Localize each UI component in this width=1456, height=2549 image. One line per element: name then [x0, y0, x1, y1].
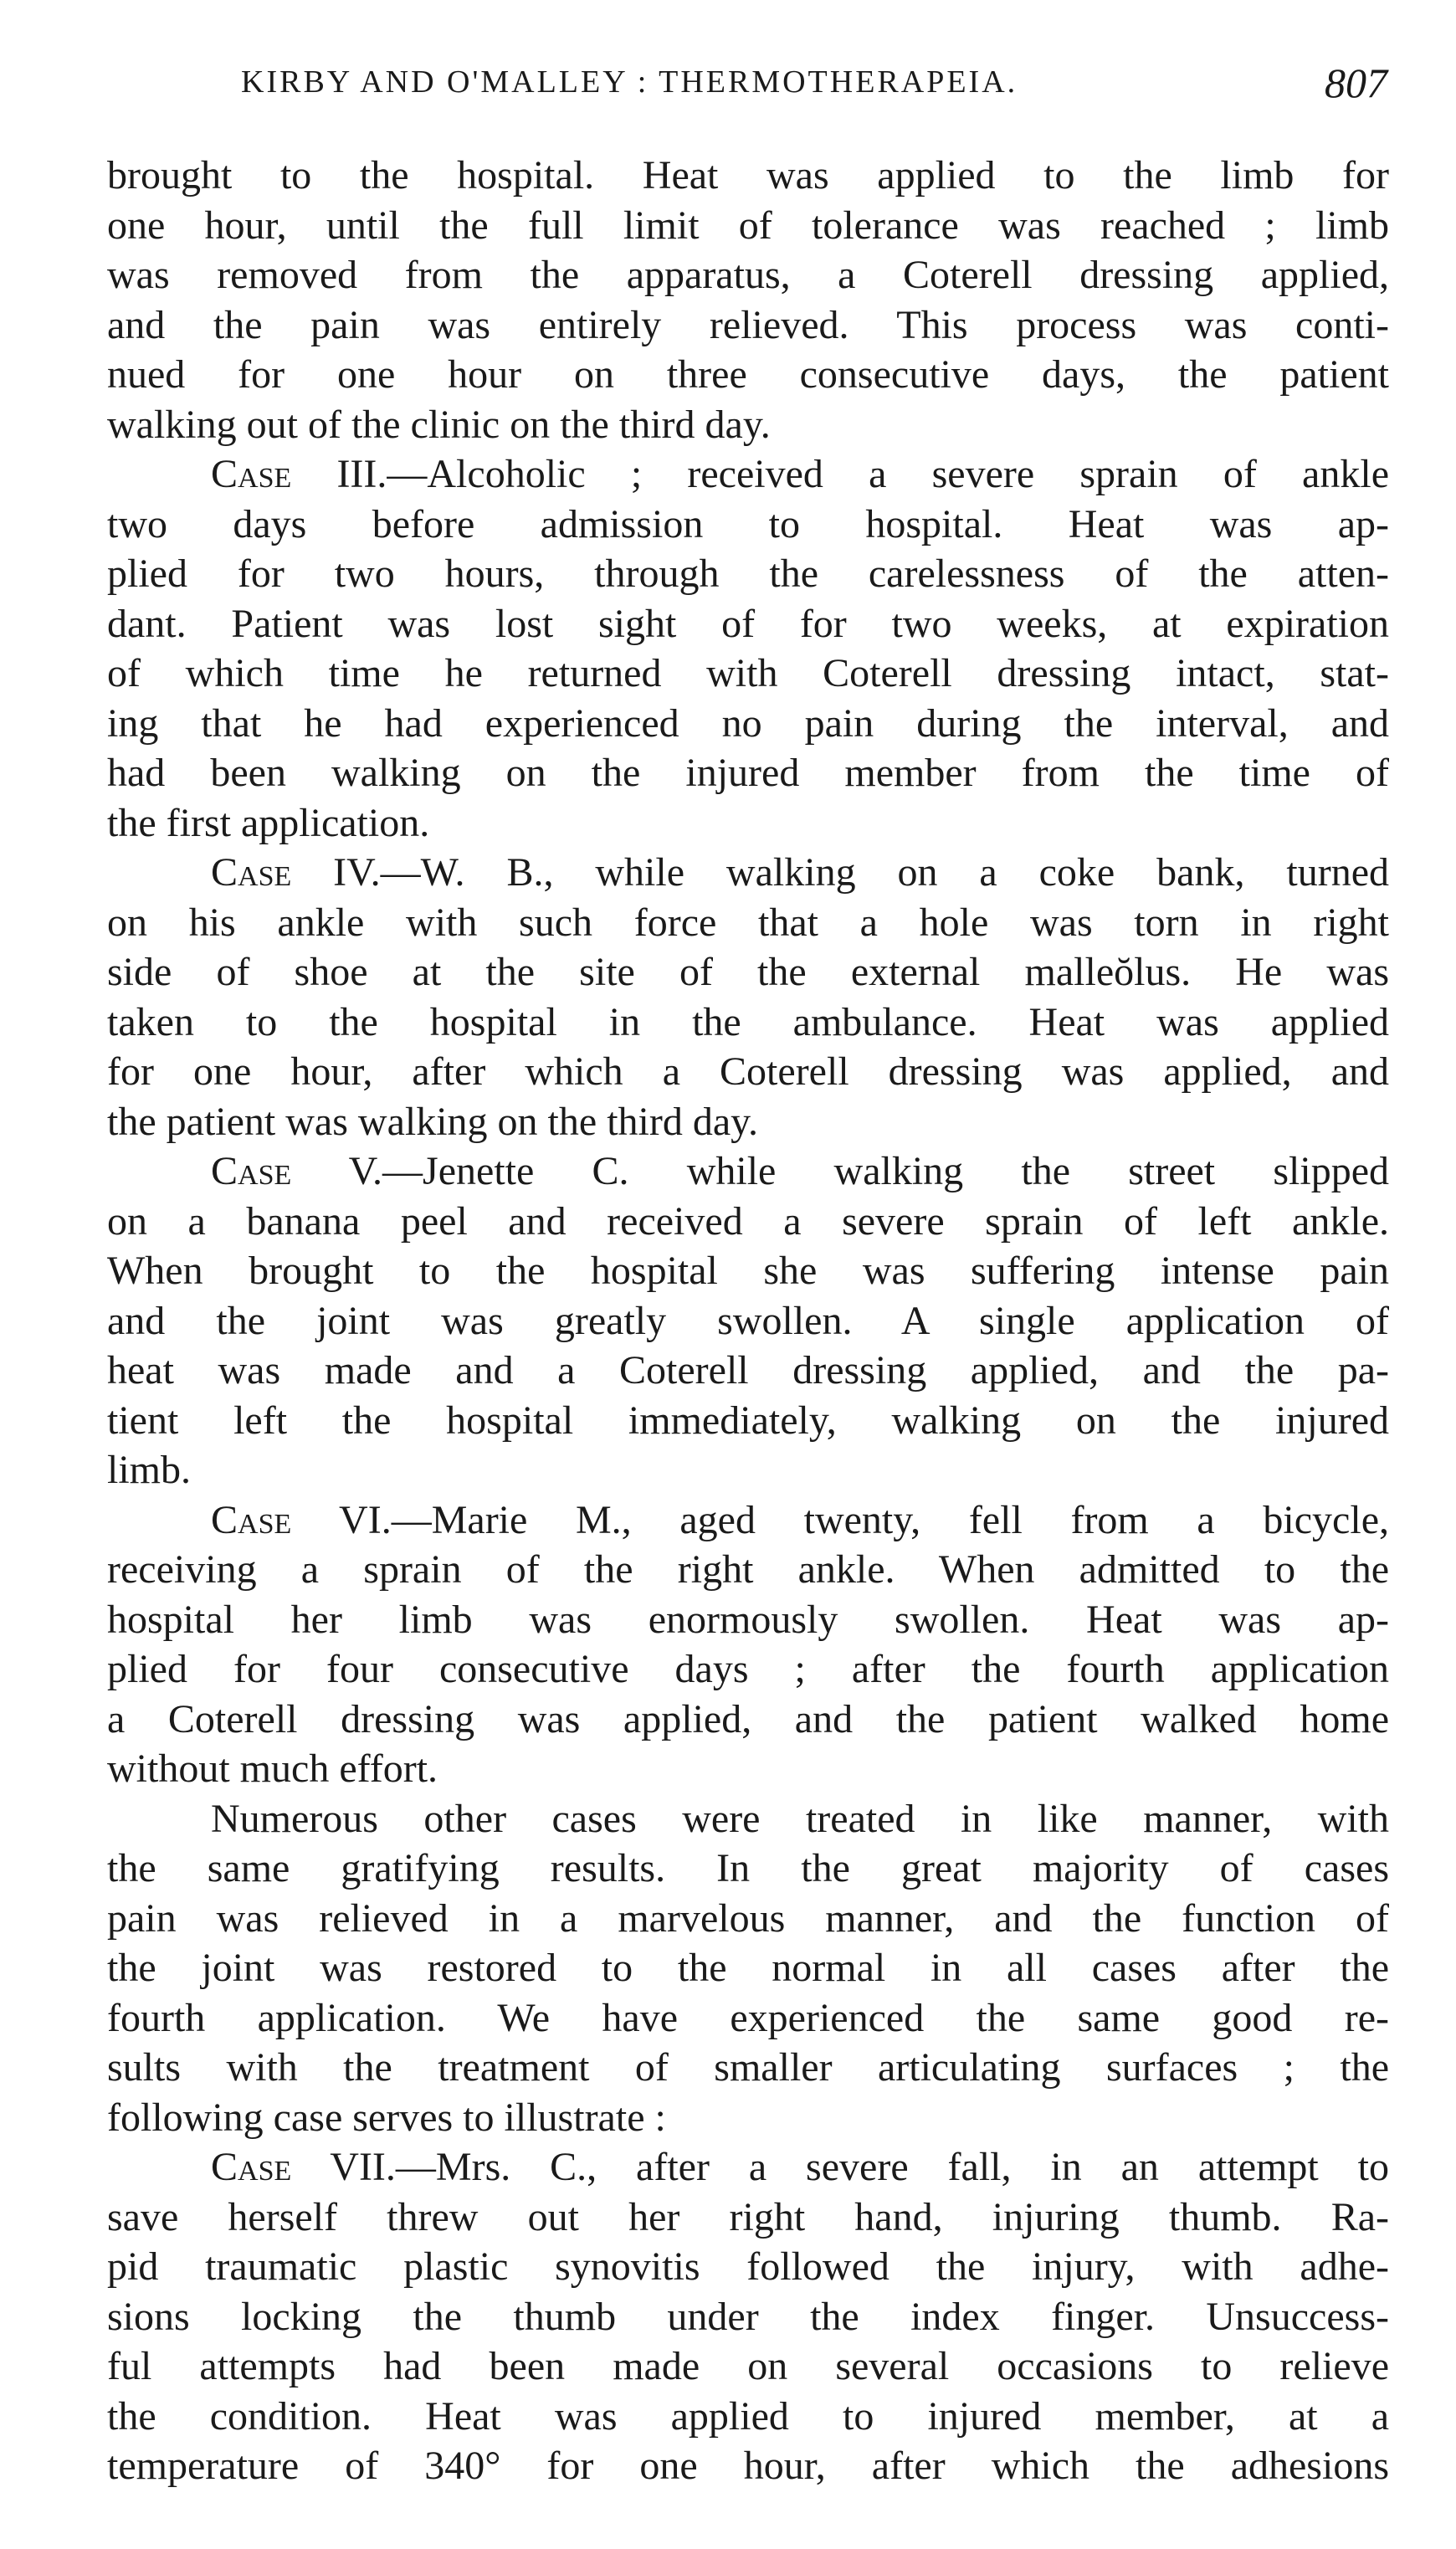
- case-label: Case: [211, 850, 292, 895]
- case-label: Case: [211, 2145, 292, 2189]
- text-line: brought to the hospital. Heat was applied to the limb for: [107, 153, 1389, 197]
- text-line: temperature of 340° for one hour, after which the adhesions: [107, 2444, 1389, 2488]
- case-label: Case: [211, 1497, 292, 1542]
- case-label: Case: [211, 1149, 292, 1193]
- text-line: one hour, until the full limit of tolerance was reached ; limb: [107, 203, 1389, 248]
- text-line: Case VI.—Marie M., aged twenty, fell from a bicycle,: [211, 1497, 1389, 1542]
- text-line: side of shoe at the site of the external malleŏlus. He was: [107, 950, 1389, 994]
- text-line: When brought to the hospital she was suffering intense pain: [107, 1249, 1389, 1293]
- text-line: taken to the hospital in the ambulance. Heat was applied: [107, 999, 1389, 1044]
- text-line: pid traumatic plastic synovitis followed the injury, with adhe-: [107, 2244, 1389, 2289]
- text-line: the joint was restored to the normal in all cases after the: [107, 1946, 1389, 1990]
- text-line: the condition. Heat was applied to injured member, at a: [107, 2393, 1389, 2439]
- text-line: was removed from the apparatus, a Coterell dressing applied,: [107, 253, 1389, 297]
- text-line: on his ankle with such force that a hole was torn in right: [107, 900, 1389, 945]
- text-line: limb.: [107, 1448, 192, 1492]
- text-line: and the pain was entirely relieved. This process was conti-: [107, 302, 1389, 347]
- text-line: receiving a sprain of the right ankle. When admitted to the: [107, 1547, 1389, 1592]
- text-line: following case serves to illustrate :: [107, 2095, 666, 2140]
- text-line: without much effort.: [107, 1746, 438, 1791]
- text-line: sults with the treatment of smaller articulating surfaces ; the: [107, 2045, 1389, 2090]
- text-line: walking out of the clinic on the third day.: [107, 402, 771, 447]
- text-line: a Coterell dressing was applied, and the patient walked home: [107, 1696, 1389, 1741]
- text-line: the patient was walking on the third day.: [107, 1099, 759, 1144]
- text-line: heat was made and a Coterell dressing applied, and the pa-: [107, 1348, 1389, 1392]
- text-line: the first application.: [107, 800, 430, 845]
- text-line: for one hour, after which a Coterell dressing was applied, and: [107, 1049, 1389, 1094]
- text-line: dant. Patient was lost sight of for two weeks, at expiration: [107, 601, 1389, 646]
- text-line: pain was relieved in a marvelous manner, and the function of: [107, 1895, 1389, 1941]
- case-label: Case: [211, 452, 292, 496]
- text-line: two days before admission to hospital. Heat was ap-: [107, 501, 1389, 546]
- text-line: ful attempts had been made on several occasions to relieve: [107, 2344, 1389, 2388]
- running-title: KIRBY AND O'MALLEY : THERMOTHERAPEIA.: [241, 64, 1018, 100]
- text-line: Case III.—Alcoholic ; received a severe sprain of ankle: [211, 452, 1389, 496]
- text-line: nued for one hour on three consecutive days, the patient: [107, 352, 1389, 397]
- text-line: Case IV.—W. B., while walking on a coke bank, turned: [211, 850, 1389, 895]
- text-line: ing that he had experienced no pain during the interval, and: [107, 700, 1389, 746]
- text-line: plied for two hours, through the carelessness of the atten-: [107, 551, 1389, 596]
- page-number: 807: [1325, 59, 1387, 106]
- text-line: fourth application. We have experienced the same good re-: [107, 1995, 1389, 2040]
- text-line: save herself threw out her right hand, injuring thumb. Ra-: [107, 2194, 1389, 2239]
- text-line: plied for four consecutive days ; after the fourth application: [107, 1647, 1389, 1691]
- text-line: tient left the hospital immediately, walking on the injured: [107, 1398, 1389, 1443]
- text-line: Case VII.—Mrs. C., after a severe fall, in an attempt to: [211, 2145, 1389, 2189]
- text-line: and the joint was greatly swollen. A single application of: [107, 1298, 1389, 1343]
- text-line: the same gratifying results. In the great majority of cases: [107, 1846, 1389, 1890]
- text-line: sions locking the thumb under the index finger. Unsuccess-: [107, 2294, 1389, 2339]
- text-line: of which time he returned with Coterell dressing intact, stat-: [107, 651, 1389, 695]
- text-line: Case V.—Jenette C. while walking the street slipped: [211, 1149, 1389, 1193]
- body-text: [107, 151, 1389, 2491]
- text-line: hospital her limb was enormously swollen. Heat was ap-: [107, 1597, 1389, 1642]
- text-line: had been walking on the injured member from the time of: [107, 751, 1389, 795]
- text-line: Numerous other cases were treated in like manner, with: [211, 1796, 1389, 1841]
- running-head: [107, 59, 1412, 117]
- text-line: on a banana peel and received a severe sprain of left ankle.: [107, 1198, 1389, 1244]
